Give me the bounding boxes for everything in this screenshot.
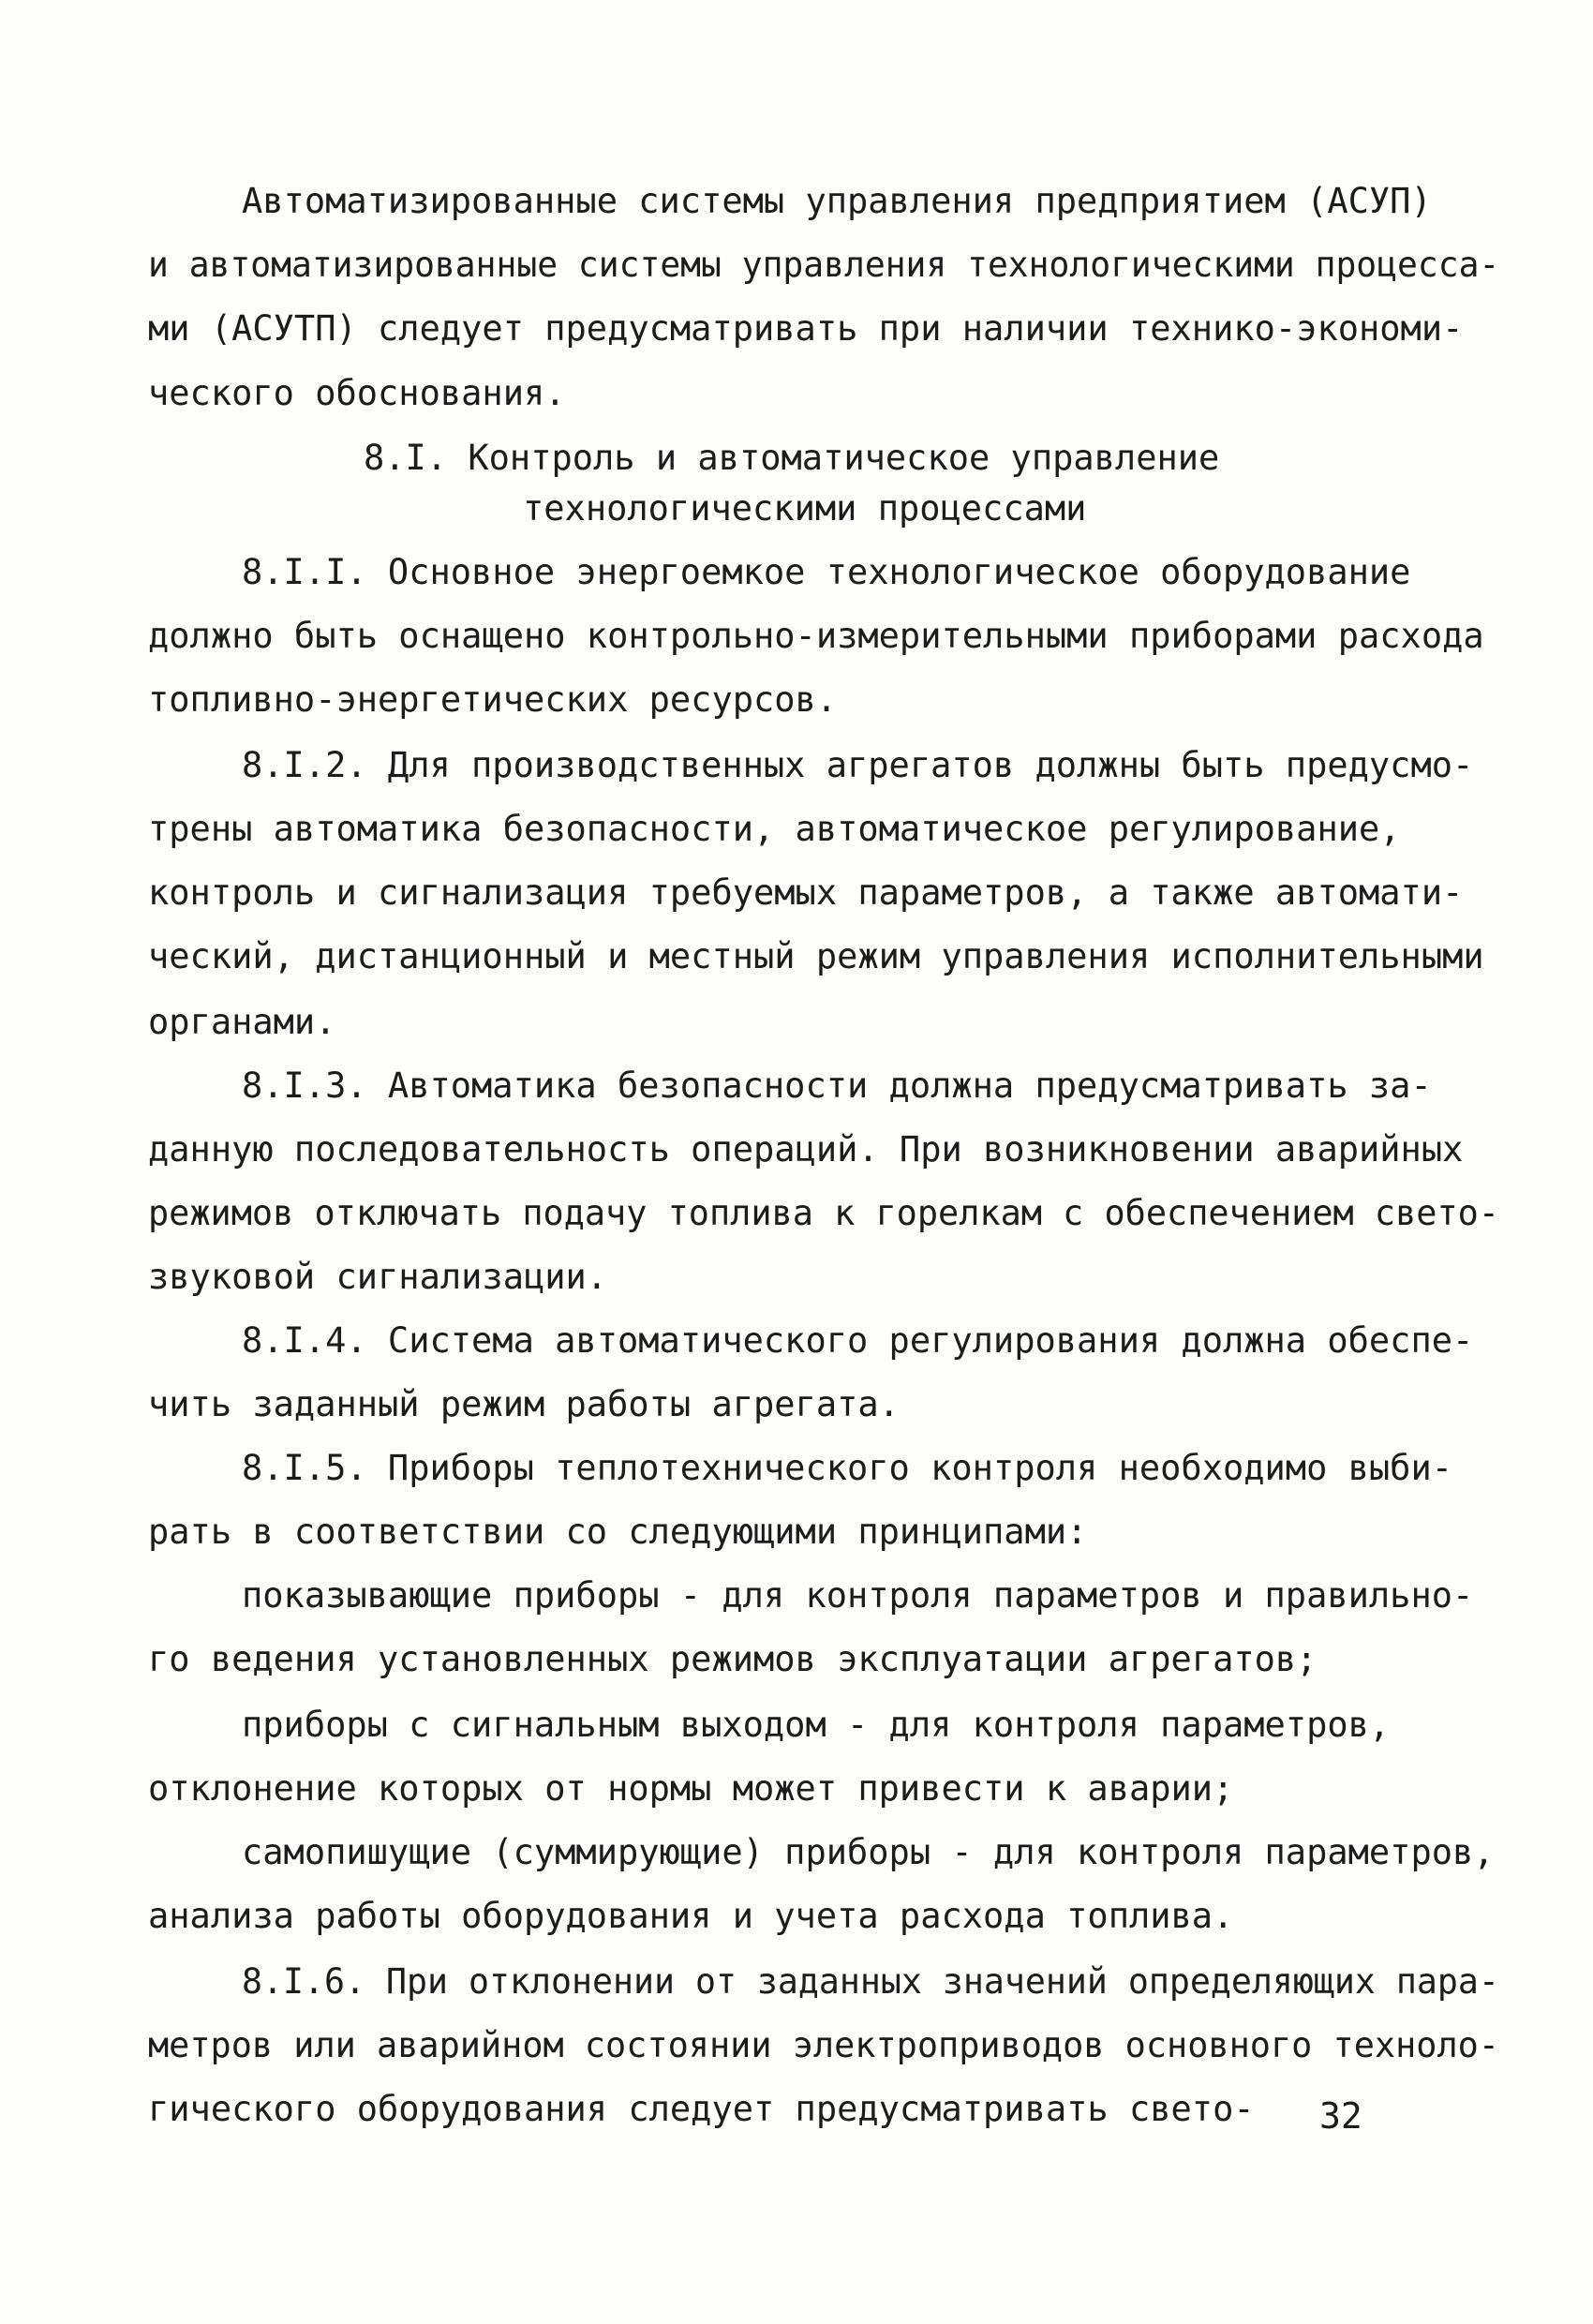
text-line: 8.I.3. Автоматика безопасности должна предусматривать за- xyxy=(242,1065,1432,1106)
text-line: 8.I.6. При отклонении от заданных значений определяющих пара- xyxy=(242,1961,1499,2002)
text-line: трены автоматика безопасности, автоматическое регулирование, xyxy=(148,809,1401,849)
text-line: чить заданный режим работы агрегата. xyxy=(148,1384,900,1424)
text-line: гического оборудования следует предусматривать свето- xyxy=(148,2089,1255,2129)
text-line: контроль и сигнализация требуемых параметров, а также автомати- xyxy=(148,872,1464,913)
text-line: ческий, дистанционный и местный режим управления исполнительными xyxy=(148,936,1484,976)
text-line: 8.I.2. Для производственных агрегатов должны быть предусмо- xyxy=(242,745,1474,785)
text-line: приборы с сигнальным выходом - для контроля параметров, xyxy=(242,1705,1391,1745)
text-line: топливно-энергетических ресурсов. xyxy=(148,679,838,720)
text-line: данную последовательность операций. При возникновении аварийных xyxy=(148,1129,1464,1169)
text-line: отклонение которых от нормы может привести к аварии; xyxy=(148,1768,1234,1809)
text-line: рать в соответствии со следующими принципами: xyxy=(148,1512,1088,1552)
text-line: метров или аварийном состоянии электроприводов основного техноло- xyxy=(148,2025,1500,2065)
text-line: показывающие приборы - для контроля параметров и правильно- xyxy=(242,1575,1474,1616)
page-number: 32 xyxy=(1319,2095,1362,2137)
text-line: 8.I.I. Основное энергоемкое технологическое оборудование xyxy=(242,552,1411,592)
text-line: Автоматизированные системы управления предприятием (АСУП) xyxy=(242,181,1432,221)
text-line: звуковой сигнализации. xyxy=(148,1257,608,1297)
text-line: самопишущие (суммирующие) приборы - для контроля параметров, xyxy=(242,1832,1495,1872)
text-line: 8.I.5. Приборы теплотехнического контроля необходимо выби- xyxy=(242,1448,1453,1488)
text-line: ми (АСУТП) следует предусматривать при наличии технико-экономи- xyxy=(148,308,1464,349)
text-line: должно быть оснащено контрольно-измерительными приборами расхода xyxy=(148,616,1484,656)
text-line: анализа работы оборудования и учета расхода топлива. xyxy=(148,1896,1234,1936)
text-line: органами. xyxy=(148,1002,336,1042)
text-line: ческого обоснования. xyxy=(148,373,566,413)
text-line: го ведения установленных режимов эксплуатации агрегатов; xyxy=(148,1639,1318,1679)
heading-line: 8.I. Контроль и автоматическое управление xyxy=(364,438,1220,478)
text-line: режимов отключать подачу топлива к горелкам с обеспечением свето- xyxy=(148,1193,1500,1233)
text-line: 8.I.4. Система автоматического регулирования должна обеспе- xyxy=(242,1320,1474,1361)
heading-line: технологическими процессами xyxy=(523,488,1087,529)
text-line: и автоматизированные системы управления технологическими процесса- xyxy=(148,245,1500,285)
